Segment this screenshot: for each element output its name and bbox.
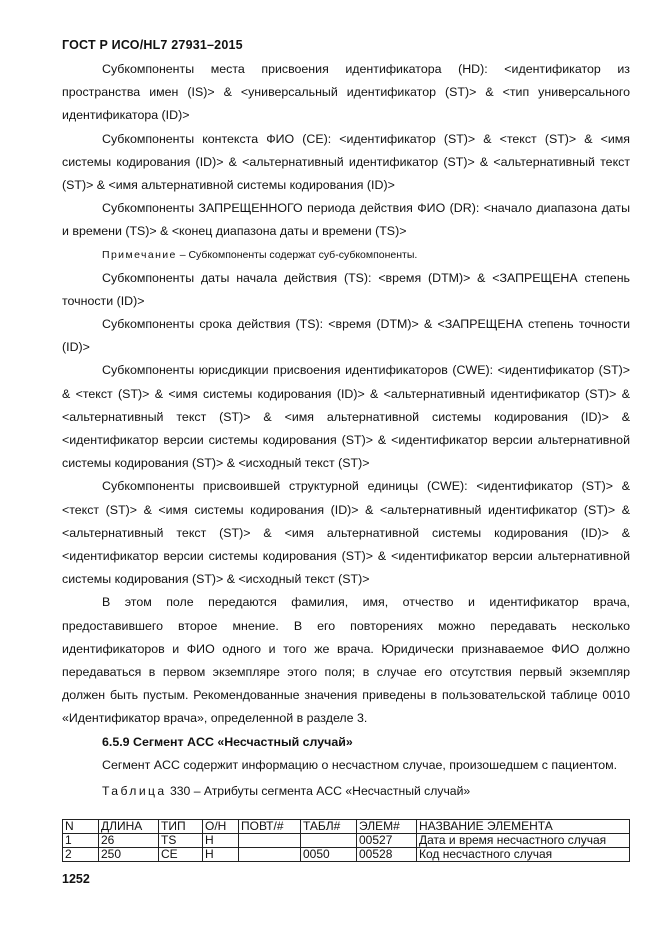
table-cell: 26 xyxy=(99,834,159,848)
table-row xyxy=(63,848,630,862)
document-header: ГОСТ Р ИСО/HL7 27931–2015 xyxy=(62,38,243,52)
paragraph-expiry-subcomponents: Субкомпоненты срока действия (TS): <время (DTM)> & <ЗАПРЕЩЕНА степень точности (ID)> xyxy=(62,317,630,355)
table-cell: 250 xyxy=(99,848,159,862)
col-header-repeat: ПОВТ/# xyxy=(239,820,301,834)
table-cell: CE xyxy=(159,848,203,862)
col-header-n: N xyxy=(63,820,99,834)
col-header-type: ТИП xyxy=(159,820,203,834)
table-cell xyxy=(301,834,357,848)
col-header-element-name: НАЗВАНИЕ ЭЛЕМЕНТА xyxy=(417,820,630,834)
table-cell xyxy=(239,848,301,862)
table-caption-text: 330 – Атрибуты сегмента ACC «Несчастный случай» xyxy=(166,784,471,799)
paragraph-jurisdiction-subcomponents: Субкомпоненты юрисдикции присвоения идентификаторов (CWE): <идентификатор (ST)> & <текст (ST)> & <имя системы кодирования (ID)> & <альтернативный идентификатор (ST)> & <альтернативный текст (ST)> & <имя альтернативной системы кодирования (ID)> & <идентификатор версии системы кодирования (ST)> & <идентификатор версии альтернативной системы кодирования (ST)> & <исходный текст (ST)> xyxy=(62,363,630,471)
col-header-length: ДЛИНА xyxy=(99,820,159,834)
paragraph-hd-subcomponents: Субкомпоненты места присвоения идентификатора (HD): <идентификатор из пространства имен (IS)> & <универсальный идентификатор (ST)> & <тип универсального идентификатора (ID)> xyxy=(62,62,630,123)
note-label: Примечание xyxy=(102,248,177,261)
table-cell: 00527 xyxy=(357,834,417,848)
col-header-opt: О/Н xyxy=(203,820,239,834)
paragraph-acc-description: Сегмент ACC содержит информацию о несчастном случае, произошедшем с пациентом. xyxy=(102,757,618,772)
attributes-table xyxy=(62,819,630,862)
table-cell: Н xyxy=(203,848,239,862)
paragraph-ce-subcomponents: Субкомпоненты контекста ФИО (CE): <идентификатор (ST)> & <текст (ST)> & <имя системы кодирования (ID)> & <альтернативный идентификатор (ST)> & <альтернативный текст (ST)> & <имя альтернативной системы кодирования (ID)> xyxy=(62,131,630,193)
note xyxy=(62,244,630,267)
table-caption xyxy=(62,777,630,805)
section-heading: 6.5.9 Сегмент ACC «Несчастный случай» xyxy=(102,734,353,749)
paragraph-field-description: В этом поле передаются фамилия, имя, отчество и идентификатор врача, предоставившего второе мнение. В его повторениях можно передавать несколько идентификаторов и ФИО одного и того же врача. Юридически признаваемое ФИО должно передаваться в первом экземпляре этого поля; в случае его отсутствия первый экземпляр должен быть пустым. Рекомендованные значения приведены в пользовательской таблице 0010 «Идентификатор врача», определенной в разделе 3. xyxy=(62,595,630,726)
table-cell: TS xyxy=(159,834,203,848)
table-header-row xyxy=(63,820,630,834)
paragraph-unit-subcomponents: Субкомпоненты присвоившей структурной единицы (CWE): <идентификатор (ST)> & <текст (ST)> & <имя системы кодирования (ID)> & <альтернативный идентификатор (ST)> & <альтернативный текст (ST)> & <имя альтернативной системы кодирования (ID)> & <идентификатор версии системы кодирования (ST)> & <идентификатор версии альтернативной системы кодирования (ST)> & <исходный текст (ST)> xyxy=(62,479,630,587)
paragraph-dr-subcomponents: Субкомпоненты ЗАПРЕЩЕННОГО периода действия ФИО (DR): <начало диапазона даты и времени (TS)> & <конец диапазона даты и времени (TS)> xyxy=(62,201,630,239)
table-cell xyxy=(239,834,301,848)
table-cell: Дата и время несчастного случая xyxy=(417,834,630,848)
page-number: 1252 xyxy=(62,872,90,886)
body-text xyxy=(62,58,630,805)
table-cell: 1 xyxy=(63,834,99,848)
table-cell: 2 xyxy=(63,848,99,862)
col-header-table: ТАБЛ# xyxy=(301,820,357,834)
table-caption-word: Таблица xyxy=(102,784,167,799)
note-text: – Субкомпоненты содержат суб-субкомпоненты. xyxy=(176,248,418,261)
table-cell: 00528 xyxy=(357,848,417,862)
table-cell: Н xyxy=(203,834,239,848)
table-row xyxy=(63,834,630,848)
col-header-element: ЭЛЕМ# xyxy=(357,820,417,834)
paragraph-start-date-subcomponents: Субкомпоненты даты начала действия (TS): <время (DTM)> & <ЗАПРЕЩЕНА степень точности (ID)> xyxy=(62,270,630,308)
table-cell: Код несчастного случая xyxy=(417,848,630,862)
table-cell: 0050 xyxy=(301,848,357,862)
